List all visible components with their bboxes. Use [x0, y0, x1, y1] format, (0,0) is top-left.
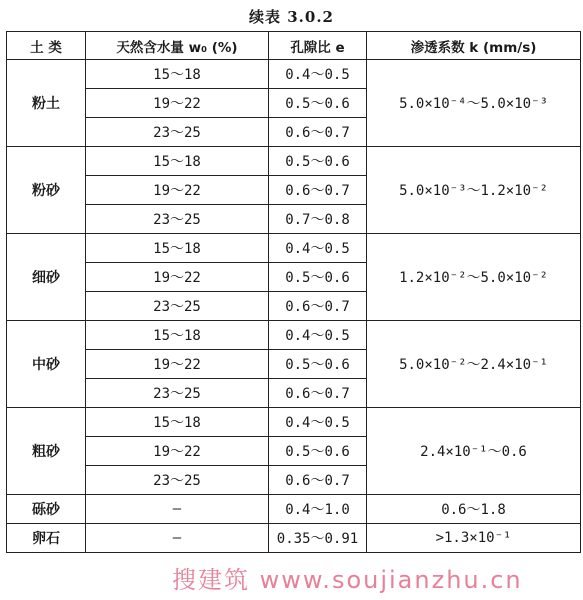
permeability-cell: >1.3×10⁻¹ [367, 524, 581, 553]
soil-type-cell: 粉土 [7, 60, 86, 147]
header-row [7, 32, 581, 60]
water-content-cell: 23～25 [86, 118, 269, 147]
void-ratio-cell: 0.35～0.91 [269, 524, 367, 553]
water-content-cell: 23～25 [86, 292, 269, 321]
water-content-cell: — [86, 524, 269, 553]
water-content-cell: 23～25 [86, 205, 269, 234]
table-row [7, 495, 581, 524]
table-row [7, 524, 581, 553]
water-content-cell: 15～18 [86, 408, 269, 437]
permeability-cell: 1.2×10⁻²～5.0×10⁻² [367, 234, 581, 321]
void-ratio-cell: 0.4～0.5 [269, 408, 367, 437]
void-ratio-cell: 0.6～0.7 [269, 118, 367, 147]
permeability-cell: 2.4×10⁻¹～0.6 [367, 408, 581, 495]
soil-type-cell: 细砂 [7, 234, 86, 321]
table-caption: 续表 3.0.2 [249, 8, 334, 26]
void-ratio-cell: 0.6～0.7 [269, 292, 367, 321]
void-ratio-cell: 0.5～0.6 [269, 350, 367, 379]
soil-type-cell: 砾砂 [7, 495, 86, 524]
table-row [7, 234, 581, 263]
void-ratio-cell: 0.5～0.6 [269, 263, 367, 292]
water-content-cell: 23～25 [86, 379, 269, 408]
table-row [7, 60, 581, 89]
void-ratio-cell: 0.5～0.6 [269, 147, 367, 176]
void-ratio-cell: 0.6～0.7 [269, 466, 367, 495]
water-content-cell: 15～18 [86, 321, 269, 350]
table-body [7, 60, 581, 553]
header-void-ratio: 孔隙比 e [269, 32, 367, 60]
water-content-cell: 15～18 [86, 60, 269, 89]
void-ratio-cell: 0.4～1.0 [269, 495, 367, 524]
water-content-cell: 19～22 [86, 350, 269, 379]
table-row [7, 321, 581, 350]
water-content-cell: 23～25 [86, 466, 269, 495]
water-content-cell: 19～22 [86, 437, 269, 466]
void-ratio-cell: 0.4～0.5 [269, 234, 367, 263]
permeability-cell: 5.0×10⁻³～1.2×10⁻² [367, 147, 581, 234]
permeability-cell: 5.0×10⁻⁴～5.0×10⁻³ [367, 60, 581, 147]
permeability-cell: 5.0×10⁻²～2.4×10⁻¹ [367, 321, 581, 408]
soil-type-cell: 中砂 [7, 321, 86, 408]
water-content-cell: 19～22 [86, 263, 269, 292]
void-ratio-cell: 0.5～0.6 [269, 89, 367, 118]
void-ratio-cell: 0.5～0.6 [269, 437, 367, 466]
water-content-cell: — [86, 495, 269, 524]
header-water-content: 天然含水量 w₀ (%) [86, 32, 269, 60]
void-ratio-cell: 0.6～0.7 [269, 379, 367, 408]
void-ratio-cell: 0.4～0.5 [269, 321, 367, 350]
table-row [7, 408, 581, 437]
water-content-cell: 19～22 [86, 176, 269, 205]
water-content-cell: 19～22 [86, 89, 269, 118]
soil-type-cell: 卵石 [7, 524, 86, 553]
header-soil-type: 土 类 [7, 32, 86, 60]
water-content-cell: 15～18 [86, 147, 269, 176]
void-ratio-cell: 0.4～0.5 [269, 60, 367, 89]
permeability-table [6, 31, 581, 553]
soil-type-cell: 粉砂 [7, 147, 86, 234]
water-content-cell: 15～18 [86, 234, 269, 263]
site-watermark: 搜建筑 www.soujianzhu.cn [172, 566, 523, 594]
void-ratio-cell: 0.6～0.7 [269, 176, 367, 205]
void-ratio-cell: 0.7～0.8 [269, 205, 367, 234]
header-permeability: 渗透系数 k (mm/s) [367, 32, 581, 60]
soil-type-cell: 粗砂 [7, 408, 86, 495]
table-row [7, 147, 581, 176]
permeability-cell: 0.6～1.8 [367, 495, 581, 524]
